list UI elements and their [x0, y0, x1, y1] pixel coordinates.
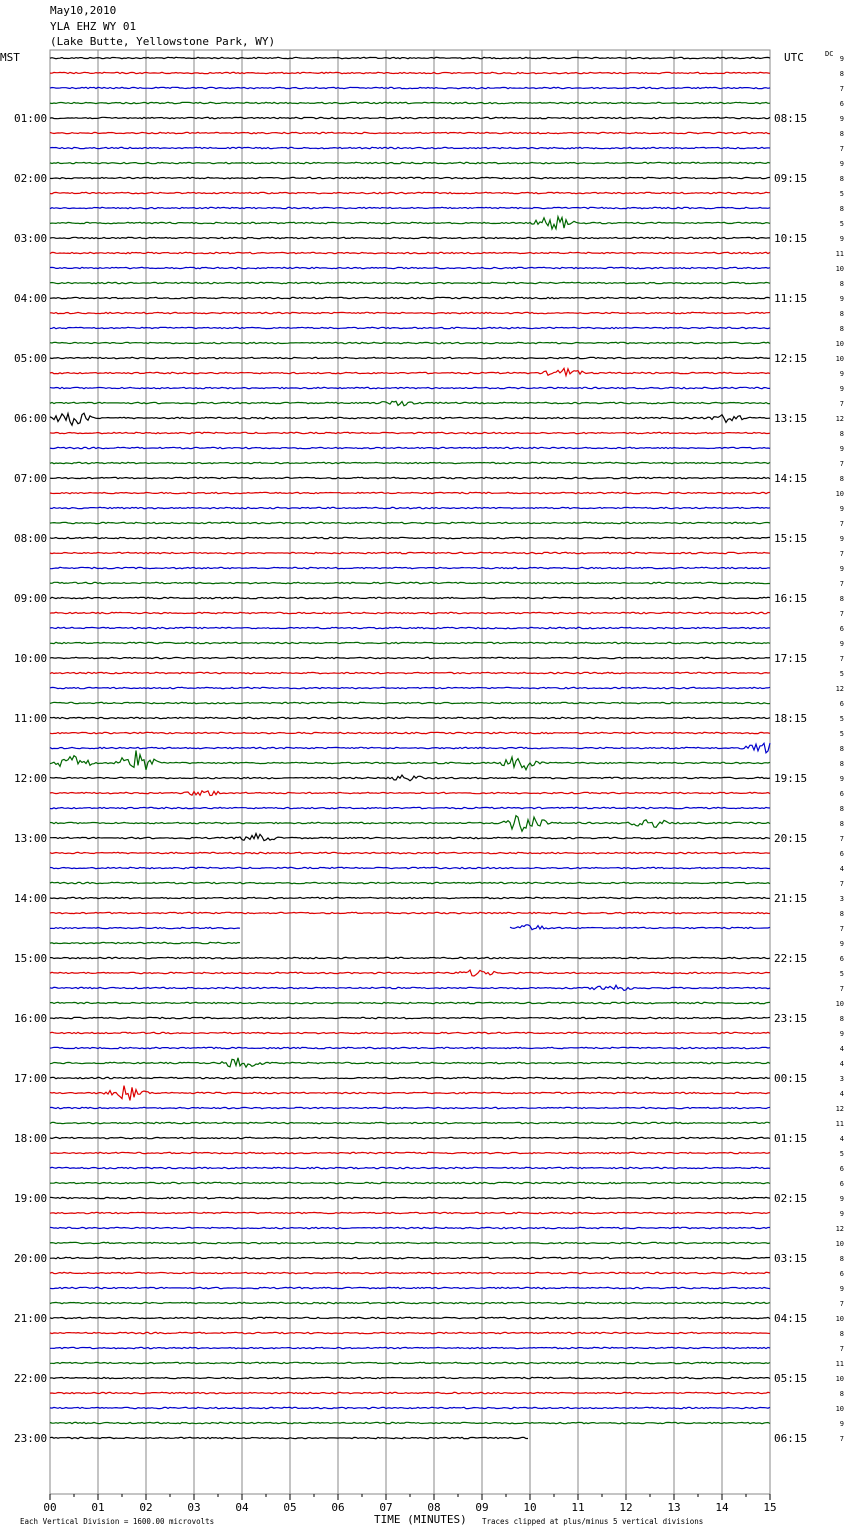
x-tick-label: 11 — [571, 1501, 585, 1514]
x-tick-label: 07 — [379, 1501, 393, 1514]
seismic-trace — [50, 1317, 770, 1318]
dc-offset-value: 9 — [839, 385, 844, 393]
dc-offset-value: 10 — [835, 1000, 844, 1008]
mst-zone-label: MST — [0, 51, 20, 64]
seismic-trace — [50, 1422, 770, 1423]
seismic-trace — [50, 1058, 770, 1067]
seismic-trace — [50, 1077, 770, 1078]
dc-offset-value: 9 — [839, 640, 844, 648]
seismic-trace — [50, 327, 770, 328]
seismic-trace — [50, 413, 770, 425]
dc-offset-value: 12 — [835, 1105, 844, 1113]
utc-hour-label: 22:15 — [774, 952, 808, 965]
mst-hour-label: 12:00 — [14, 772, 48, 785]
dc-offset-value: 8 — [839, 475, 844, 483]
utc-hour-label: 08:15 — [774, 112, 808, 125]
dc-offset-value: 8 — [839, 310, 844, 318]
dc-offset-value: 9 — [839, 1285, 844, 1293]
seismic-trace — [50, 1362, 770, 1363]
utc-hour-label: 20:15 — [774, 832, 808, 845]
x-tick-label: 01 — [91, 1501, 105, 1514]
seismic-trace — [50, 357, 770, 358]
dc-offset-value: 8 — [839, 130, 844, 138]
station-location: (Lake Butte, Yellowstone Park, WY) — [50, 35, 276, 48]
dc-offset-value: 11 — [835, 1120, 844, 1128]
dc-offset-value: 6 — [839, 850, 844, 858]
mst-hour-label: 08:00 — [14, 532, 48, 545]
dc-offset-value: 8 — [839, 820, 844, 828]
dc-offset-value: 6 — [839, 1165, 844, 1173]
dc-offset-value: 10 — [835, 1240, 844, 1248]
dc-offset-value: 6 — [839, 1180, 844, 1188]
dc-offset-value: 7 — [839, 925, 844, 933]
seismic-trace — [50, 1086, 770, 1101]
seismic-trace — [50, 432, 770, 433]
dc-offset-value: 9 — [839, 295, 844, 303]
seismic-trace — [50, 1047, 770, 1048]
x-tick-label: 14 — [715, 1501, 729, 1514]
dc-offset-value: 3 — [839, 1075, 844, 1083]
dc-offset-value: 9 — [839, 55, 844, 63]
seismic-trace — [50, 567, 770, 568]
seismic-trace — [50, 252, 770, 253]
x-tick-label: 02 — [139, 1501, 153, 1514]
seismic-trace — [50, 834, 770, 841]
seismic-trace — [50, 1257, 770, 1258]
dc-offset-value: 9 — [839, 505, 844, 513]
utc-hour-label: 05:15 — [774, 1372, 808, 1385]
seismic-trace — [50, 162, 770, 163]
seismic-trace — [50, 970, 770, 976]
seismic-trace — [50, 1272, 770, 1273]
dc-offset-value: 9 — [839, 775, 844, 783]
seismic-trace — [50, 477, 770, 478]
seismic-trace — [50, 867, 770, 868]
seismic-trace — [50, 732, 770, 733]
dc-offset-value: 7 — [839, 610, 844, 618]
dc-offset-value: 8 — [839, 325, 844, 333]
dc-offset-value: 8 — [839, 595, 844, 603]
utc-hour-label: 23:15 — [774, 1012, 808, 1025]
utc-hour-label: 15:15 — [774, 532, 808, 545]
dc-offset-value: 10 — [835, 355, 844, 363]
dc-offset-value: 10 — [835, 265, 844, 273]
seismic-trace — [50, 925, 770, 930]
seismic-trace — [50, 912, 770, 913]
dc-offset-value: 9 — [839, 1210, 844, 1218]
dc-offset-value: 6 — [839, 1270, 844, 1278]
seismic-trace — [50, 87, 770, 88]
record-date: May10,2010 — [50, 4, 117, 17]
dc-offset-value: 7 — [839, 1435, 844, 1443]
dc-offset-value: 8 — [839, 910, 844, 918]
dc-offset-value: 4 — [839, 865, 844, 873]
utc-hour-label: 17:15 — [774, 652, 808, 665]
dc-offset-value: 7 — [839, 400, 844, 408]
dc-offset-value: 10 — [835, 340, 844, 348]
utc-hour-label: 04:15 — [774, 1312, 808, 1325]
seismic-trace — [50, 117, 770, 118]
dc-offset-value: 7 — [839, 985, 844, 993]
utc-hour-label: 03:15 — [774, 1252, 808, 1265]
dc-offset-value: 5 — [839, 220, 844, 228]
seismic-trace — [50, 282, 770, 283]
utc-hour-label: 21:15 — [774, 892, 808, 905]
mst-hour-label: 15:00 — [14, 952, 48, 965]
dc-offset-value: 9 — [839, 445, 844, 453]
dc-offset-value: 7 — [839, 835, 844, 843]
seismic-trace — [50, 1137, 770, 1138]
dc-offset-value: 7 — [839, 655, 844, 663]
dc-offset-value: 7 — [839, 880, 844, 888]
seismic-trace — [50, 702, 770, 703]
seismic-trace — [50, 1182, 770, 1183]
seismic-trace — [50, 807, 770, 808]
utc-zone-label: UTC — [784, 51, 804, 64]
dc-offset-value: 5 — [839, 670, 844, 678]
seismic-trace — [50, 816, 770, 832]
seismic-trace — [50, 672, 770, 673]
seismic-trace — [50, 102, 770, 103]
seismic-trace — [50, 1392, 770, 1393]
dc-offset-value: 8 — [839, 1255, 844, 1263]
mst-hour-label: 07:00 — [14, 472, 48, 485]
seismic-trace — [50, 1287, 770, 1288]
dc-offset-value: 8 — [839, 1330, 844, 1338]
seismic-trace — [50, 1032, 770, 1033]
clip-note: Traces clipped at plus/minus 5 vertical divisions — [482, 1517, 704, 1526]
seismic-trace — [50, 687, 770, 688]
seismic-trace — [50, 462, 770, 463]
x-tick-label: 08 — [427, 1501, 441, 1514]
utc-hour-label: 12:15 — [774, 352, 808, 365]
utc-hour-label: 11:15 — [774, 292, 808, 305]
dc-offset-value: 7 — [839, 520, 844, 528]
dc-offset-value: 7 — [839, 580, 844, 588]
utc-hour-label: 09:15 — [774, 172, 808, 185]
dc-offset-value: 4 — [839, 1135, 844, 1143]
dc-label: DC — [825, 50, 834, 58]
dc-offset-value: 11 — [835, 1360, 844, 1368]
dc-offset-value: 8 — [839, 1015, 844, 1023]
seismic-trace — [50, 132, 770, 133]
seismic-trace — [50, 217, 770, 229]
dc-offset-value: 10 — [835, 1315, 844, 1323]
mst-hour-label: 06:00 — [14, 412, 48, 425]
utc-hour-label: 02:15 — [774, 1192, 808, 1205]
dc-offset-value: 3 — [839, 895, 844, 903]
utc-hour-label: 13:15 — [774, 412, 808, 425]
seismic-trace — [50, 743, 770, 753]
mst-hour-label: 17:00 — [14, 1072, 48, 1085]
mst-hour-label: 03:00 — [14, 232, 48, 245]
seismic-trace — [50, 1242, 770, 1243]
seismic-trace — [50, 897, 770, 898]
dc-offset-value: 5 — [839, 715, 844, 723]
dc-offset-value: 7 — [839, 460, 844, 468]
mst-hour-label: 22:00 — [14, 1372, 48, 1385]
dc-offset-value: 12 — [835, 1225, 844, 1233]
dc-offset-value: 8 — [839, 1390, 844, 1398]
utc-hour-label: 14:15 — [774, 472, 808, 485]
dc-offset-value: 10 — [835, 490, 844, 498]
seismic-trace — [50, 1002, 770, 1003]
x-tick-label: 05 — [283, 1501, 297, 1514]
seismic-trace — [50, 1122, 770, 1123]
dc-offset-value: 7 — [839, 1300, 844, 1308]
dc-offset-value: 8 — [839, 175, 844, 183]
seismic-trace — [50, 1017, 770, 1018]
mst-hour-label: 21:00 — [14, 1312, 48, 1325]
seismic-trace — [50, 1377, 770, 1378]
mst-hour-label: 05:00 — [14, 352, 48, 365]
dc-offset-value: 9 — [839, 565, 844, 573]
seismic-trace — [50, 582, 770, 583]
dc-offset-value: 6 — [839, 790, 844, 798]
seismic-trace — [50, 942, 770, 943]
utc-hour-label: 00:15 — [774, 1072, 808, 1085]
dc-offset-value: 12 — [835, 685, 844, 693]
mst-hour-label: 23:00 — [14, 1432, 48, 1445]
mst-hour-label: 10:00 — [14, 652, 48, 665]
seismic-trace — [50, 1197, 770, 1198]
dc-offset-value: 7 — [839, 550, 844, 558]
x-tick-label: 03 — [187, 1501, 201, 1514]
utc-hour-label: 10:15 — [774, 232, 808, 245]
dc-offset-value: 9 — [839, 370, 844, 378]
seismic-trace — [50, 775, 770, 781]
seismic-trace — [50, 368, 770, 375]
dc-offset-value: 8 — [839, 430, 844, 438]
seismic-trace — [50, 237, 770, 238]
dc-offset-value: 5 — [839, 730, 844, 738]
utc-hour-label: 19:15 — [774, 772, 808, 785]
dc-offset-value: 7 — [839, 145, 844, 153]
dc-offset-value: 4 — [839, 1060, 844, 1068]
station-id: YLA EHZ WY 01 — [50, 20, 137, 33]
seismic-trace — [50, 1347, 770, 1348]
dc-offset-value: 6 — [839, 100, 844, 108]
seismic-trace — [50, 717, 770, 718]
seismic-trace — [50, 1167, 770, 1168]
x-axis-title: TIME (MINUTES) — [374, 1513, 467, 1526]
dc-offset-value: 8 — [839, 745, 844, 753]
seismic-trace — [50, 401, 770, 405]
seismic-trace — [50, 627, 770, 628]
mst-hour-label: 01:00 — [14, 112, 48, 125]
seismic-trace — [50, 1227, 770, 1228]
seismic-trace — [50, 192, 770, 193]
mst-hour-label: 14:00 — [14, 892, 48, 905]
dc-offset-value: 6 — [839, 955, 844, 963]
mst-hour-label: 11:00 — [14, 712, 48, 725]
mst-hour-label: 09:00 — [14, 592, 48, 605]
seismic-trace — [50, 1152, 770, 1153]
seismic-trace — [50, 57, 770, 58]
dc-offset-value: 9 — [839, 115, 844, 123]
dc-offset-value: 9 — [839, 940, 844, 948]
dc-offset-value: 8 — [839, 70, 844, 78]
seismic-trace — [50, 751, 770, 770]
dc-offset-value: 7 — [839, 1345, 844, 1353]
seismic-trace — [50, 507, 770, 508]
dc-offset-value: 8 — [839, 280, 844, 288]
dc-offset-value: 8 — [839, 205, 844, 213]
seismic-trace — [50, 537, 770, 538]
seismic-trace — [50, 957, 770, 958]
mst-hour-label: 19:00 — [14, 1192, 48, 1205]
x-tick-label: 04 — [235, 1501, 249, 1514]
x-tick-label: 09 — [475, 1501, 489, 1514]
seismic-trace — [50, 1212, 770, 1213]
dc-offset-value: 6 — [839, 625, 844, 633]
dc-offset-value: 8 — [839, 805, 844, 813]
dc-offset-value: 4 — [839, 1045, 844, 1053]
dc-offset-value: 11 — [835, 250, 844, 258]
dc-offset-value: 9 — [839, 1195, 844, 1203]
seismic-trace — [50, 597, 770, 598]
seismic-trace — [50, 522, 770, 523]
dc-offset-value: 6 — [839, 700, 844, 708]
division-note: Each Vertical Division = 1600.00 microvolts — [20, 1517, 215, 1526]
seismic-trace — [50, 177, 770, 178]
seismic-trace — [50, 1302, 770, 1303]
seismic-trace — [50, 342, 770, 343]
dc-offset-value: 10 — [835, 1375, 844, 1383]
utc-hour-label: 16:15 — [774, 592, 808, 605]
dc-offset-value: 9 — [839, 1030, 844, 1038]
dc-offset-value: 9 — [839, 1420, 844, 1428]
seismic-trace — [50, 447, 770, 448]
seismic-trace — [50, 72, 770, 73]
seismic-trace — [50, 147, 770, 148]
dc-offset-value: 5 — [839, 1150, 844, 1158]
dc-offset-value: 7 — [839, 85, 844, 93]
seismic-trace — [50, 267, 770, 268]
seismic-trace — [50, 791, 770, 796]
seismic-trace — [50, 312, 770, 313]
mst-hour-label: 04:00 — [14, 292, 48, 305]
seismic-trace — [50, 552, 770, 553]
seismic-trace — [50, 1332, 770, 1333]
dc-offset-value: 8 — [839, 760, 844, 768]
mst-hour-label: 02:00 — [14, 172, 48, 185]
seismic-trace — [50, 852, 770, 853]
seismic-trace — [50, 882, 770, 883]
utc-hour-label: 18:15 — [774, 712, 808, 725]
dc-offset-value: 10 — [835, 1405, 844, 1413]
x-tick-label: 06 — [331, 1501, 345, 1514]
seismic-trace — [50, 985, 770, 990]
dc-offset-value: 9 — [839, 535, 844, 543]
x-tick-label: 13 — [667, 1501, 681, 1514]
x-tick-label: 15 — [763, 1501, 777, 1514]
seismic-trace — [50, 642, 770, 643]
seismic-trace — [50, 1107, 770, 1108]
dc-offset-value: 9 — [839, 160, 844, 168]
x-tick-label: 12 — [619, 1501, 633, 1514]
seismic-trace — [50, 612, 770, 613]
seismic-trace — [50, 1407, 770, 1408]
mst-hour-label: 13:00 — [14, 832, 48, 845]
seismic-trace — [50, 297, 770, 298]
mst-hour-label: 20:00 — [14, 1252, 48, 1265]
x-tick-label: 00 — [43, 1501, 57, 1514]
plot-frame — [50, 50, 770, 1494]
x-tick-label: 10 — [523, 1501, 537, 1514]
dc-offset-value: 12 — [835, 415, 844, 423]
dc-offset-value: 9 — [839, 235, 844, 243]
mst-hour-label: 16:00 — [14, 1012, 48, 1025]
utc-hour-label: 01:15 — [774, 1132, 808, 1145]
seismic-trace — [50, 492, 770, 493]
dc-offset-value: 4 — [839, 1090, 844, 1098]
utc-hour-label: 06:15 — [774, 1432, 808, 1445]
mst-hour-label: 18:00 — [14, 1132, 48, 1145]
seismic-trace — [50, 207, 770, 208]
seismic-trace — [50, 1437, 770, 1438]
dc-offset-value: 5 — [839, 190, 844, 198]
seismic-trace — [50, 387, 770, 388]
seismic-trace — [50, 657, 770, 658]
dc-offset-value: 5 — [839, 970, 844, 978]
